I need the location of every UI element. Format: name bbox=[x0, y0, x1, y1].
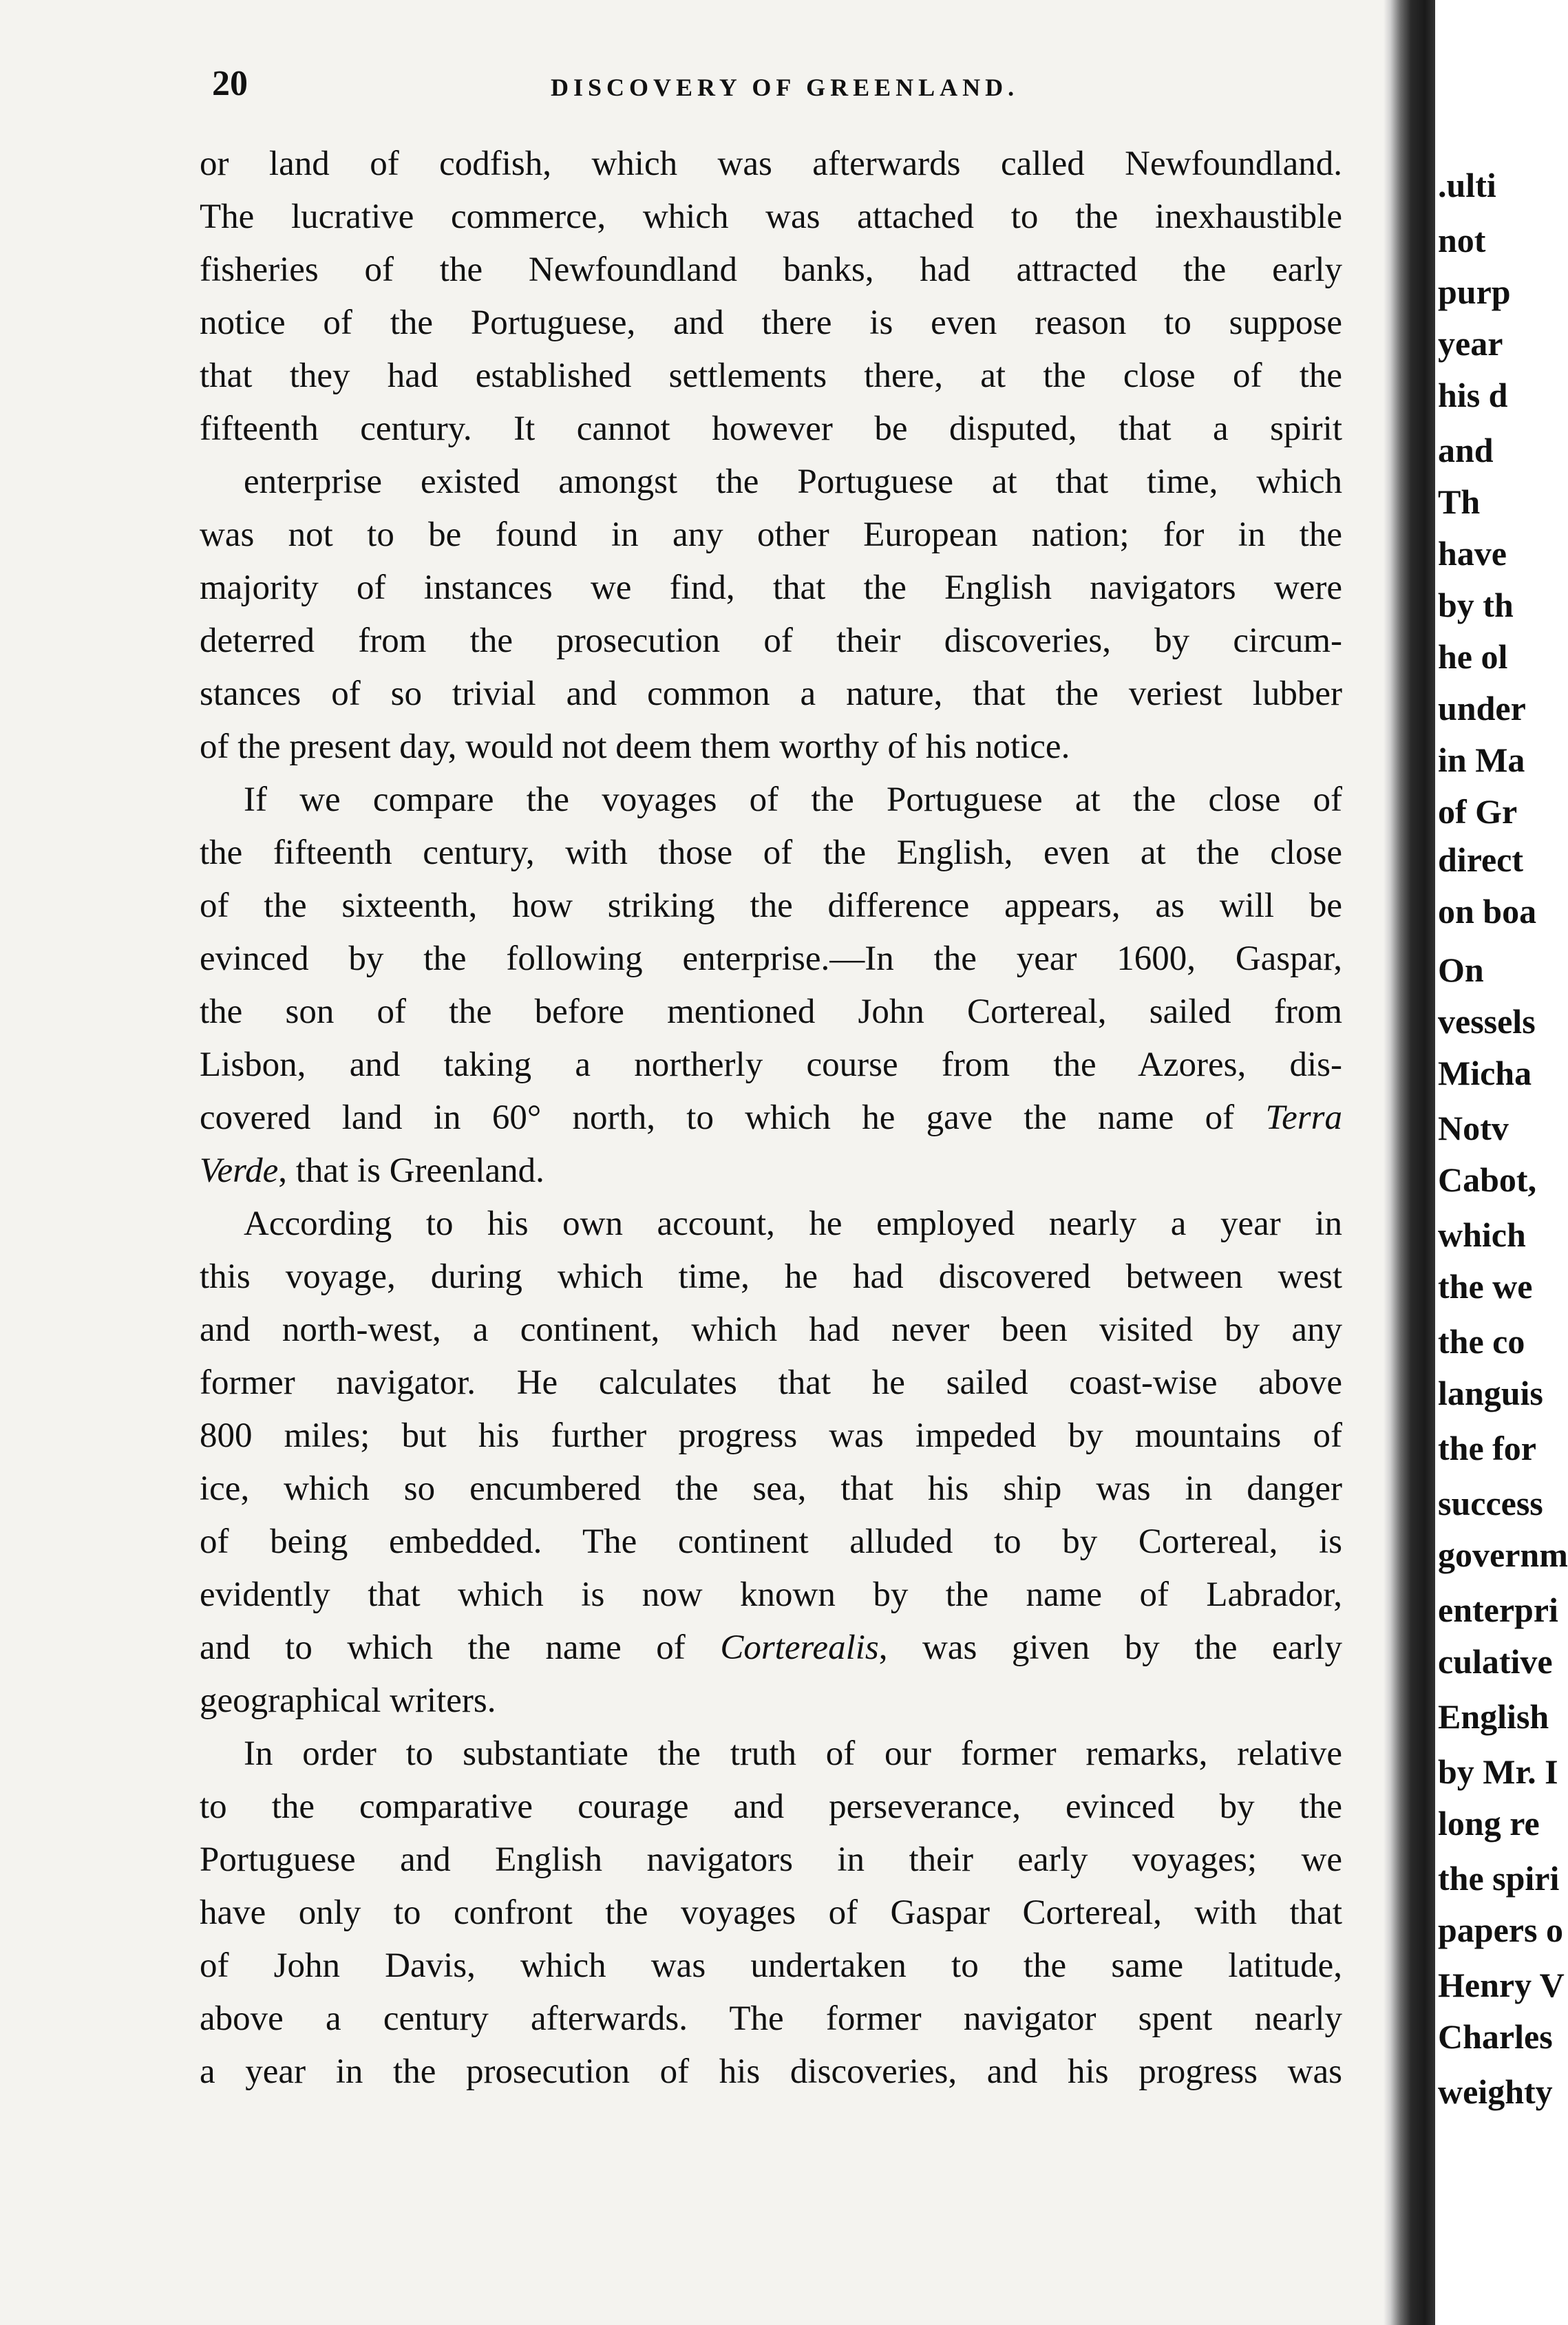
facing-page-line: Micha bbox=[1438, 1054, 1532, 1092]
text-line: evidently that which is now known by the name of Labrador, bbox=[200, 1575, 1342, 1614]
text-line: that they had established settlements there, at the close of the bbox=[200, 357, 1342, 395]
page-header bbox=[193, 63, 1349, 105]
text-line: of the present day, would not deem them worthy of his notice. bbox=[200, 728, 1070, 766]
text-line: and to which the name of Corterealis, was given by the early bbox=[200, 1628, 1342, 1667]
facing-page-line: on boa bbox=[1438, 892, 1537, 931]
facing-page-line: success bbox=[1438, 1484, 1543, 1522]
text-line: the son of the before mentioned John Cortereal, sailed from bbox=[200, 992, 1342, 1031]
facing-page-line: vessels bbox=[1438, 1002, 1536, 1041]
facing-page-line: his d bbox=[1438, 376, 1508, 414]
facing-page-line: of Gr bbox=[1438, 792, 1518, 831]
text-line: The lucrative commerce, which was attached to the inexhaustible bbox=[200, 198, 1342, 236]
text-line: covered land in 60° north, to which he gave the name of Terra bbox=[200, 1098, 1342, 1137]
text-line: was not to be found in any other European nation; for in the bbox=[200, 516, 1342, 554]
facing-page-line: Th bbox=[1438, 482, 1481, 521]
facing-page-line: English bbox=[1438, 1697, 1549, 1736]
facing-page-fragment bbox=[1435, 0, 1568, 2325]
facing-page-line: enterpri bbox=[1438, 1591, 1558, 1629]
text-line: have only to confront the voyages of Gaspar Cortereal, with that bbox=[200, 1893, 1342, 1932]
text-line: enterprise existed amongst the Portuguese at that time, which bbox=[244, 463, 1342, 501]
facing-page-line: languis bbox=[1438, 1374, 1543, 1412]
facing-page-line: weighty bbox=[1438, 2072, 1553, 2111]
facing-page-line: papers o bbox=[1438, 1911, 1563, 1949]
text-line: of the sixteenth, how striking the difference appears, as will be bbox=[200, 887, 1342, 925]
text-line: In order to substantiate the truth of our former remarks, relative bbox=[244, 1734, 1342, 1773]
text-line: According to his own account, he employed nearly a year in bbox=[244, 1204, 1342, 1243]
text-line: of John Davis, which was undertaken to the same latitude, bbox=[200, 1946, 1342, 1985]
facing-page-line: On bbox=[1438, 951, 1484, 989]
text-line: above a century afterwards. The former navigator spent nearly bbox=[200, 1999, 1342, 2038]
body-text bbox=[200, 138, 1342, 2099]
facing-page-line: the we bbox=[1438, 1267, 1533, 1306]
text-line: a year in the prosecution of his discoveries, and his progress was bbox=[200, 2052, 1342, 2091]
text-line: notice of the Portuguese, and there is even reason to suppose bbox=[200, 304, 1342, 342]
facing-page-line: he ol bbox=[1438, 637, 1508, 676]
facing-page-line: and bbox=[1438, 431, 1494, 469]
facing-page-line: the for bbox=[1438, 1429, 1536, 1467]
text-line: Lisbon, and taking a northerly course from the Azores, dis- bbox=[200, 1045, 1342, 1084]
text-line: and north-west, a continent, which had never been visited by any bbox=[200, 1310, 1342, 1349]
text-line: fifteenth century. It cannot however be disputed, that a spirit bbox=[200, 410, 1342, 448]
text-line: stances of so trivial and common a nature, that the veriest lubber bbox=[200, 675, 1342, 713]
text-line: deterred from the prosecution of their discoveries, by circum- bbox=[200, 622, 1342, 660]
facing-page-line: Cabot, bbox=[1438, 1160, 1537, 1199]
facing-page-line: year bbox=[1438, 324, 1503, 363]
facing-page-line: by Mr. I bbox=[1438, 1752, 1558, 1791]
text-line: evinced by the following enterprise.—In the year 1600, Gaspar, bbox=[200, 939, 1342, 978]
facing-page-line: the spiri bbox=[1438, 1859, 1560, 1898]
facing-page-line: have bbox=[1438, 534, 1507, 573]
text-line: fisheries of the Newfoundland banks, had attracted the early bbox=[200, 251, 1342, 289]
text-line: majority of instances we find, that the English navigators were bbox=[200, 569, 1342, 607]
text-line: of being embedded. The continent alluded to by Cortereal, is bbox=[200, 1522, 1342, 1561]
facing-page-line: Henry V bbox=[1438, 1966, 1565, 2004]
text-line: Verde, that is Greenland. bbox=[200, 1151, 544, 1190]
facing-page-line: not bbox=[1438, 221, 1486, 259]
text-line: the fifteenth century, with those of the English, even at the close bbox=[200, 834, 1342, 872]
facing-page-line: .ulti bbox=[1438, 166, 1496, 204]
text-line: this voyage, during which time, he had discovered between west bbox=[200, 1257, 1342, 1296]
facing-page-line: long re bbox=[1438, 1804, 1540, 1843]
facing-page-line: purp bbox=[1438, 273, 1511, 311]
facing-page-line: direct bbox=[1438, 840, 1524, 879]
facing-page-line: under bbox=[1438, 689, 1526, 728]
facing-page-line: by th bbox=[1438, 586, 1514, 624]
facing-page-line: in Ma bbox=[1438, 741, 1525, 779]
facing-page-line: which bbox=[1438, 1215, 1526, 1254]
facing-page-line: Notv bbox=[1438, 1109, 1509, 1147]
facing-page-line: Charles bbox=[1438, 2017, 1553, 2056]
text-line: If we compare the voyages of the Portuguese at the close of bbox=[244, 781, 1342, 819]
text-line: ice, which so encumbered the sea, that his ship was in danger bbox=[200, 1469, 1342, 1508]
facing-page-line: governm bbox=[1438, 1536, 1568, 1574]
running-head: DISCOVERY OF GREENLAND. bbox=[551, 74, 1019, 101]
text-line: or land of codfish, which was afterwards called Newfoundland. bbox=[200, 145, 1342, 183]
text-line: Portuguese and English navigators in their early voyages; we bbox=[200, 1840, 1342, 1879]
facing-page-line: the co bbox=[1438, 1322, 1525, 1361]
text-line: former navigator. He calculates that he sailed coast-wise above bbox=[200, 1363, 1342, 1402]
facing-page-line: culative bbox=[1438, 1642, 1553, 1681]
text-line: 800 miles; but his further progress was impeded by mountains of bbox=[200, 1416, 1342, 1455]
text-line: to the comparative courage and perseverance, evinced by the bbox=[200, 1787, 1342, 1826]
page-number: 20 bbox=[212, 64, 248, 103]
text-line: geographical writers. bbox=[200, 1681, 496, 1720]
